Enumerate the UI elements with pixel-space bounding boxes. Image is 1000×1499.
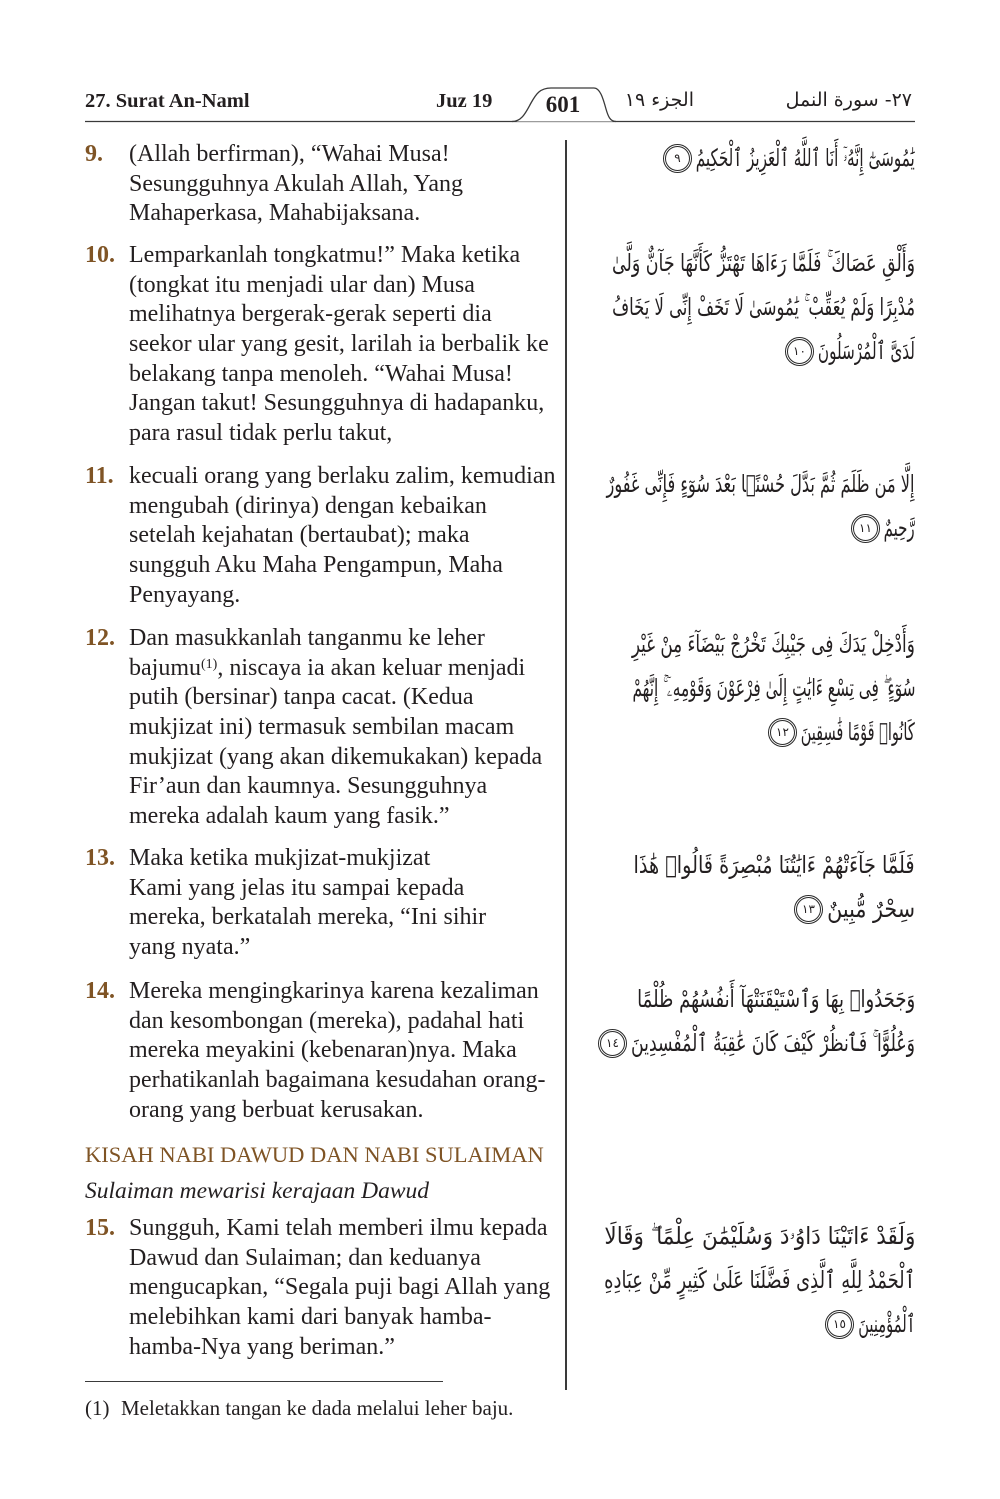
footnote-reference[interactable]: (1): [201, 656, 218, 672]
surah-title-latin: 27. Surat An-Naml: [85, 90, 250, 112]
arabic-line: يَٰمُوسَىٰٓ إِنَّهُۥٓ أَنَا ٱللَّهُ ٱلْعَزِيزُ ٱلْحَكِيمُ: [696, 144, 915, 172]
translation-line: Mahaperkasa, Mahabijaksana.: [129, 200, 421, 227]
translation-line: Mereka mengingkarinya karena kezaliman: [129, 978, 539, 1004]
translation-line: Lemparkanlah tongkatmu!” Maka ketika: [129, 242, 521, 268]
arabic-line: مُدْبِرًا وَلَمْ يُعَقِّبْ ۚ يَٰمُوسَىٰ لَا تَخَفْ إِنِّى لَا يَخَافُ: [612, 293, 915, 321]
section-subheading: Sulaiman mewarisi kerajaan Dawud: [85, 1178, 430, 1204]
translation-line: melebihkan kami dari banyak hamba-: [129, 1304, 492, 1331]
arabic-line: وَأَدْخِلْ يَدَكَ فِى جَيْبِكَ تَخْرُجْ بَيْضَآءَ مِنْ غَيْرِ: [632, 630, 915, 658]
ayah-end-marker: ١٤: [598, 1029, 627, 1058]
translation-line: sungguh Aku Maha Pengampun, Maha: [129, 552, 503, 579]
arabic-line: وَجَحَدُوا۟ بِهَا وَٱسْتَيْقَنَتْهَآ أَنفُسُهُمْ ظُلْمًا: [637, 985, 915, 1013]
translation-line: Kami yang jelas itu sampai kepada: [129, 874, 465, 901]
arabic-line: وَعُلُوًّا ۚ فَٱنظُرْ كَيْفَ كَانَ عَٰقِبَةُ ٱلْمُفْسِدِينَ: [631, 1029, 915, 1057]
translation-line: Sungguh, Kami telah memberi ilmu kepada: [129, 1215, 548, 1241]
verse-number: 11.: [85, 463, 114, 489]
verse-translation-10: [85, 241, 557, 449]
translation-line: putih (bersinar) tanpa cacat. (Kedua: [129, 684, 474, 711]
verse-number: 15.: [85, 1215, 115, 1241]
arabic-verse-10: [585, 240, 915, 372]
translation-line: Dawud dan Sulaiman; dan keduanya: [129, 1244, 481, 1271]
arabic-line: رَّحِيمٌ: [884, 514, 915, 542]
footnote-separator: [85, 1381, 443, 1382]
verse-number: 14.: [85, 978, 115, 1004]
arabic-verse-9: [585, 135, 915, 179]
translation-line: dan kesombongan (mereka), padahal hati: [129, 1007, 525, 1034]
translation-text: , niscaya ia akan keluar menjadi: [217, 654, 526, 681]
translation-line: Maka ketika mukjizat-mukjizat: [129, 845, 431, 871]
translation-line: seekor ular yang gesit, larilah ia berbalik ke: [129, 331, 549, 358]
translation-line: Sesungguhnya Akulah Allah, Yang: [129, 170, 464, 197]
translation-line: orang yang berbuat kerusakan.: [129, 1096, 424, 1123]
arabic-line: وَلَقَدْ ءَاتَيْنَا دَاوُۥدَ وَسُلَيْمَٰنَ عِلْمًا ۖ وَقَالَا: [604, 1222, 915, 1250]
juz-label-arabic: الجزء ١٩: [624, 89, 694, 111]
translation-line: para rasul tidak perlu takut,: [129, 420, 393, 447]
arabic-verse-13: [585, 842, 915, 930]
verse-translation-14: [85, 977, 557, 1125]
translation-line: mereka meyakini (kebenaran)nya. Maka: [129, 1037, 517, 1064]
translation-line: yang nyata.”: [129, 934, 251, 961]
translation-line: mereka, berkatalah mereka, “Ini sihir: [129, 904, 487, 931]
page-number: 601: [545, 92, 581, 117]
translation-line: Fir’aun dan kaumnya. Sesungguhnya: [129, 773, 488, 800]
arabic-line: فَلَمَّا جَآءَتْهُمْ ءَايَٰتُنَا مُبْصِرَةً قَالُوا۟ هَٰذَا: [634, 851, 915, 879]
verse-translation-13: [85, 844, 557, 963]
arabic-verse-15: [585, 1213, 915, 1345]
ayah-end-marker: ١٣: [794, 895, 823, 924]
footnote-marker: (1): [85, 1396, 110, 1420]
juz-label-latin: Juz 19: [436, 90, 493, 112]
translation-line: mereka adalah kaum yang fasik.”: [129, 803, 450, 830]
translation-line: (Allah berfirman), “Wahai Musa!: [129, 141, 450, 167]
verse-translation-9: [85, 140, 557, 229]
translation-line: kecuali orang yang berlaku zalim, kemudian: [129, 463, 556, 489]
arabic-line: لَدَىَّ ٱلْمُرْسَلُونَ: [818, 337, 915, 365]
verse-translation-12: [85, 624, 557, 832]
translation-line: hamba-Nya yang beriman.”: [129, 1333, 395, 1360]
translation-line: Jangan takut! Sesungguhnya di hadapanku,: [129, 390, 545, 417]
ayah-end-marker: ١٥: [825, 1310, 854, 1339]
section-heading: KISAH NABI DAWUD DAN NABI SULAIMAN: [85, 1142, 544, 1167]
translation-line: Penyayang.: [129, 581, 241, 608]
arabic-line: وَأَلْقِ عَصَاكَ ۚ فَلَمَّا رَءَاهَا تَهْتَزُّ كَأَنَّهَا جَآنٌّ وَلَّىٰ: [612, 249, 915, 277]
verse-translation-15: [85, 1214, 557, 1362]
arabic-line: إِلَّا مَن ظَلَمَ ثُمَّ بَدَّلَ حُسْنًۢا بَعْدَ سُوٓءٍ فَإِنِّى غَفُورٌ: [607, 470, 915, 498]
ayah-end-marker: ٩: [663, 144, 692, 173]
verse-number: 13.: [85, 845, 115, 871]
translation-line: (tongkat itu menjadi ular dan) Musa: [129, 271, 475, 298]
arabic-line: كَانُوا۟ قَوْمًا فَٰسِقِينَ: [801, 718, 915, 746]
arabic-line: ٱلْمُؤْمِنِينَ: [858, 1310, 915, 1338]
translation-line: Dan masukkanlah tanganmu ke leher: [129, 625, 485, 651]
translation-line: perhatikanlah bagaimana kesudahan orang-: [129, 1067, 546, 1094]
verse-number: 10.: [85, 242, 115, 268]
footnote-text: Meletakkan tangan ke dada melalui leher baju.: [121, 1396, 514, 1420]
translation-line: melihatnya bergerak-gerak seperti dia: [129, 301, 492, 328]
arabic-verse-12: [585, 621, 915, 753]
translation-line: mengubah (dirinya) dengan kebaikan: [129, 492, 487, 519]
ayah-end-marker: ١٢: [768, 718, 797, 747]
arabic-verse-11: [585, 461, 915, 549]
ayah-end-marker: ١١: [851, 514, 880, 543]
translation-text: bajumu: [129, 654, 201, 681]
translation-line: mukjizat (yang akan dikemukakan) kepada: [129, 743, 543, 770]
arabic-line: سِحْرٌ مُّبِينٌ: [827, 895, 915, 923]
translation-line: belakang tanpa menoleh. “Wahai Musa!: [129, 360, 513, 387]
ayah-end-marker: ١٠: [785, 337, 814, 366]
verse-number: 9.: [85, 141, 103, 167]
arabic-line: سُوٓءٍ ۖ فِى تِسْعِ ءَايَٰتٍ إِلَىٰ فِرْعَوْنَ وَقَوْمِهِۦٓ ۚ إِنَّهُمْ: [632, 674, 915, 702]
surah-title-arabic: ٢٧- سورة النمل: [785, 89, 912, 111]
translation-line: mukjizat ini) termasuk sembilan macam: [129, 714, 515, 741]
verse-number: 12.: [85, 625, 115, 651]
arabic-verse-14: [585, 976, 915, 1064]
translation-line: setelah kejahatan (bertaubat); maka: [129, 522, 470, 549]
translation-line: mengucapkan, “Segala puji bagi Allah yang: [129, 1274, 551, 1301]
arabic-line: ٱلْحَمْدُ لِلَّهِ ٱلَّذِى فَضَّلَنَا عَلَىٰ كَثِيرٍ مِّنْ عِبَادِهِ: [604, 1266, 915, 1294]
